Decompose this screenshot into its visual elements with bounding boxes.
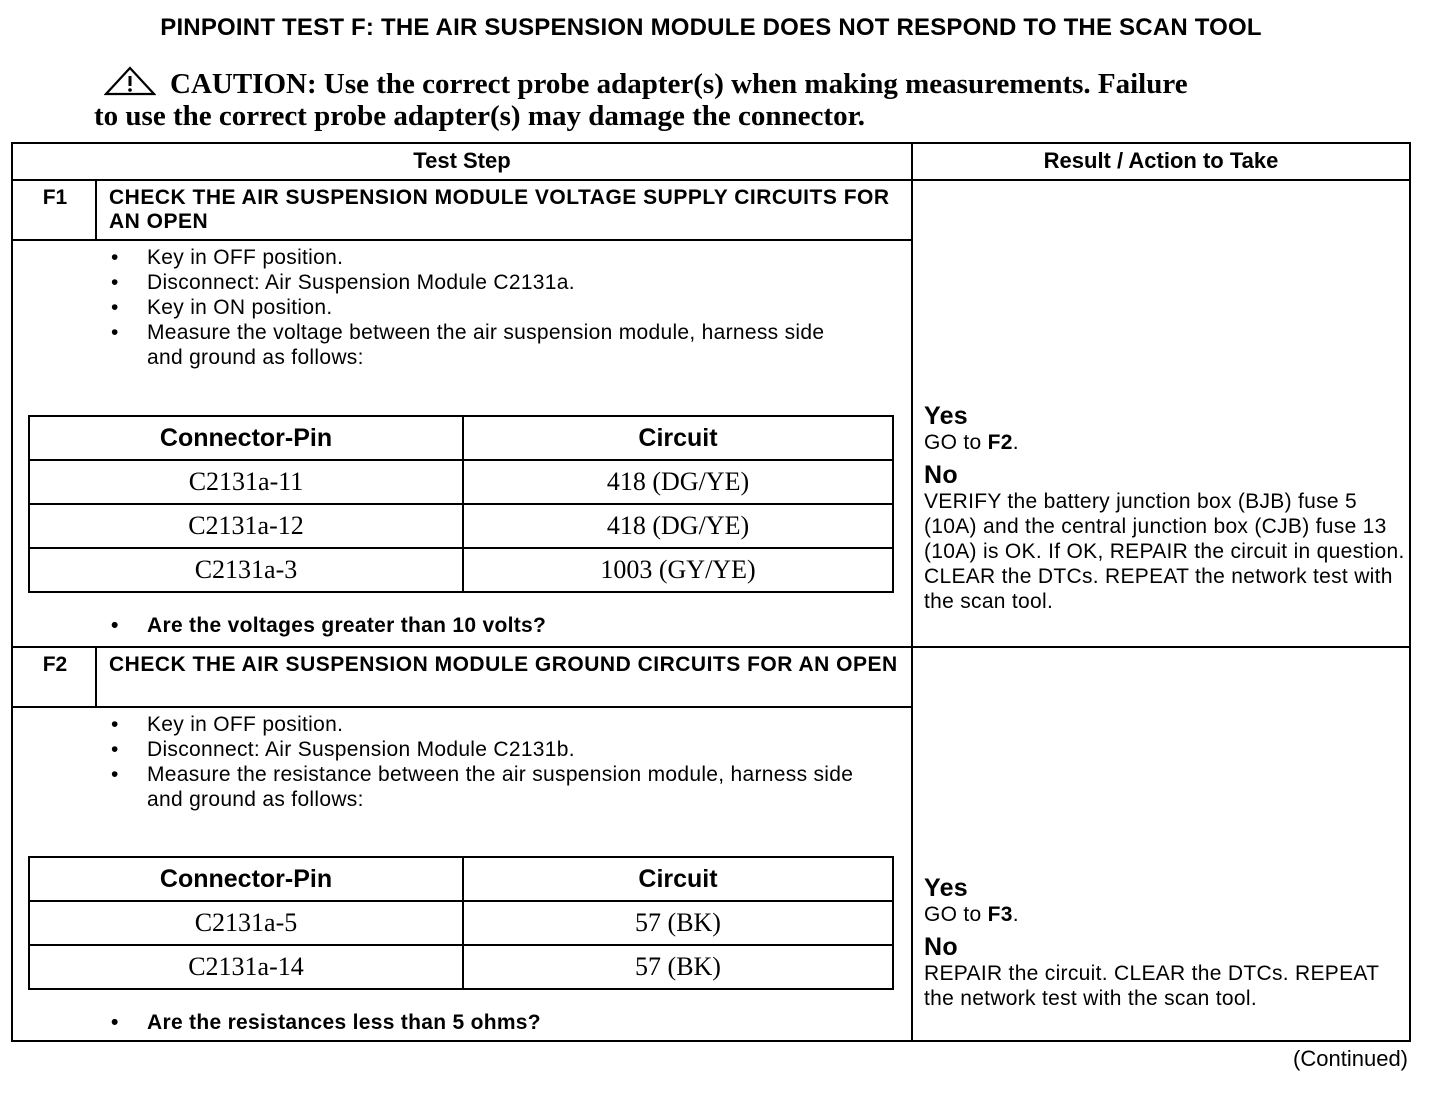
f2-question: • Are the resistances less than 5 ohms?	[103, 1011, 541, 1035]
circuit-cell: 57 (BK)	[463, 945, 893, 989]
no-action: VERIFY the battery junction box (BJB) fuse 5 (10A) and the central junction box (CJB) fuse 13 (10A) is OK. If OK, REPAIR the circuit in question. CLEAR the DTCs. REPEAT the network test with the scan tool.	[924, 490, 1405, 613]
f1-title-divider	[13, 239, 911, 241]
f1-connector-table	[28, 415, 894, 593]
column-divider	[911, 144, 913, 1040]
continued-note: (Continued)	[1293, 1046, 1408, 1071]
table-row	[29, 460, 893, 504]
f2-result	[924, 874, 1410, 1011]
connector-pin-cell: C2131a-11	[29, 460, 463, 504]
no-label: No	[924, 461, 958, 489]
yes-label: Yes	[924, 874, 969, 902]
step-divider	[13, 646, 1409, 648]
table-row	[29, 548, 893, 592]
caution-label: CAUTION:	[170, 68, 317, 100]
f2-instructions	[103, 712, 863, 812]
step-id-f2: F2	[42, 653, 68, 676]
no-action: REPAIR the circuit. CLEAR the DTCs. REPEAT the network test with the scan tool.	[924, 962, 1379, 1010]
table-row	[29, 901, 893, 945]
f1-result	[924, 402, 1410, 614]
list-item: • Key in OFF position.	[103, 712, 863, 737]
list-item: • Key in ON position.	[103, 295, 863, 320]
yes-action: GO to F3.	[924, 903, 1019, 926]
circuit-header: Circuit	[463, 857, 893, 901]
connector-pin-cell: C2131a-12	[29, 504, 463, 548]
connector-pin-header: Connector-Pin	[29, 857, 463, 901]
caution-text-line2: to use the correct probe adapter(s) may damage the connector.	[94, 100, 866, 132]
f1-instructions	[103, 245, 863, 370]
page-title: PINPOINT TEST F: THE AIR SUSPENSION MODULE DOES NOT RESPOND TO THE SCAN TOOL	[160, 14, 1262, 41]
pinpoint-test-table	[11, 142, 1411, 1042]
circuit-cell: 418 (DG/YE)	[463, 504, 893, 548]
no-label: No	[924, 933, 958, 961]
connector-pin-cell: C2131a-14	[29, 945, 463, 989]
step-title-f1: CHECK THE AIR SUSPENSION MODULE VOLTAGE SUPPLY CIRCUITS FOR AN OPEN	[109, 186, 890, 233]
yes-target: F3	[987, 903, 1013, 926]
circuit-cell: 1003 (GY/YE)	[463, 548, 893, 592]
connector-pin-cell: C2131a-5	[29, 901, 463, 945]
list-item: • Measure the resistance between the air suspension module, harness side and ground as follows:	[103, 762, 863, 812]
list-item: • Key in OFF position.	[103, 245, 863, 270]
header-result: Result / Action to Take	[1043, 148, 1279, 173]
step-id-f1: F1	[42, 186, 68, 209]
caution-note	[94, 66, 1344, 132]
table-row	[29, 945, 893, 989]
f1-question: • Are the voltages greater than 10 volts?	[103, 614, 546, 638]
list-item: • Disconnect: Air Suspension Module C2131a.	[103, 270, 863, 295]
f2-title-divider	[13, 706, 911, 708]
warning-triangle-icon	[104, 66, 156, 96]
f2-connector-table	[28, 856, 894, 990]
circuit-cell: 418 (DG/YE)	[463, 460, 893, 504]
yes-target: F2	[987, 431, 1013, 454]
step-title-f2: CHECK THE AIR SUSPENSION MODULE GROUND CIRCUITS FOR AN OPEN	[109, 653, 898, 676]
yes-label: Yes	[924, 402, 969, 430]
yes-action: GO to F2.	[924, 431, 1019, 454]
connector-pin-header: Connector-Pin	[29, 416, 463, 460]
circuit-header: Circuit	[463, 416, 893, 460]
header-test-step: Test Step	[413, 148, 511, 173]
circuit-cell: 57 (BK)	[463, 901, 893, 945]
list-item: • Measure the voltage between the air suspension module, harness side and ground as follows:	[103, 320, 863, 370]
list-item: • Disconnect: Air Suspension Module C2131b.	[103, 737, 863, 762]
table-row	[29, 504, 893, 548]
connector-pin-cell: C2131a-3	[29, 548, 463, 592]
caution-text-line1: Use the correct probe adapter(s) when making measurements. Failure	[323, 68, 1188, 100]
